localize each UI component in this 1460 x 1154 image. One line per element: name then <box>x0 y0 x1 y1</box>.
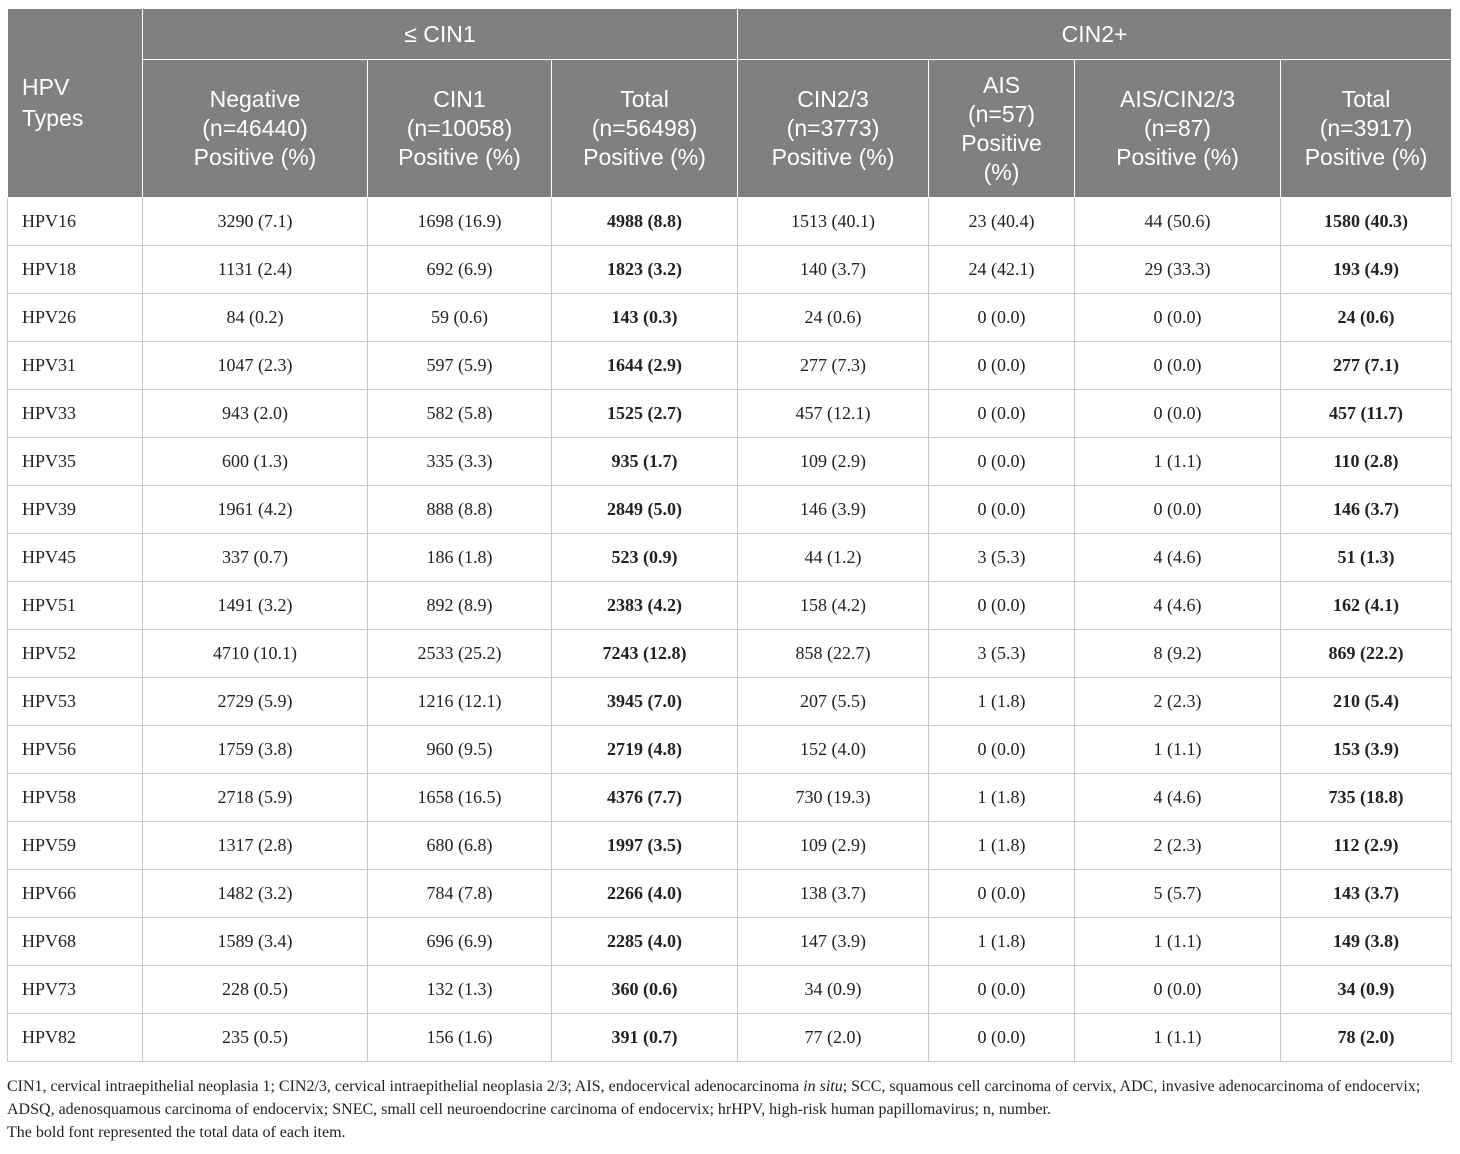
cell-ais-cin23: 1 (1.1) <box>1075 438 1281 486</box>
cell-ais-cin23: 5 (5.7) <box>1075 870 1281 918</box>
cell-total-le-cin1: 3945 (7.0) <box>552 678 738 726</box>
cell-ais: 1 (1.8) <box>929 678 1075 726</box>
cell-negative: 4710 (10.1) <box>143 630 368 678</box>
cell-ais: 0 (0.0) <box>929 294 1075 342</box>
cell-negative: 2729 (5.9) <box>143 678 368 726</box>
cell-ais-cin23: 0 (0.0) <box>1075 294 1281 342</box>
cell-ais-cin23: 4 (4.6) <box>1075 582 1281 630</box>
cell-hpv-type: HPV82 <box>8 1014 143 1062</box>
header-total-le-cin1: Total (n=56498) Positive (%) <box>552 60 738 198</box>
cell-total-le-cin1: 1997 (3.5) <box>552 822 738 870</box>
cell-cin23: 277 (7.3) <box>738 342 929 390</box>
cell-ais: 1 (1.8) <box>929 918 1075 966</box>
cell-hpv-type: HPV31 <box>8 342 143 390</box>
cell-total-cin2plus: 51 (1.3) <box>1281 534 1452 582</box>
cell-total-le-cin1: 2383 (4.2) <box>552 582 738 630</box>
cell-cin1: 1216 (12.1) <box>368 678 552 726</box>
cell-ais-cin23: 4 (4.6) <box>1075 774 1281 822</box>
cell-hpv-type: HPV16 <box>8 198 143 246</box>
cell-ais-cin23: 0 (0.0) <box>1075 486 1281 534</box>
cell-ais: 0 (0.0) <box>929 1014 1075 1062</box>
cell-ais-cin23: 29 (33.3) <box>1075 246 1281 294</box>
cell-negative: 943 (2.0) <box>143 390 368 438</box>
table-row <box>8 774 1452 822</box>
header-negative: Negative (n=46440) Positive (%) <box>143 60 368 198</box>
cell-negative: 84 (0.2) <box>143 294 368 342</box>
cell-cin23: 207 (5.5) <box>738 678 929 726</box>
cell-cin23: 147 (3.9) <box>738 918 929 966</box>
cell-ais-cin23: 2 (2.3) <box>1075 678 1281 726</box>
cell-cin1: 784 (7.8) <box>368 870 552 918</box>
table-row <box>8 870 1452 918</box>
cell-ais: 1 (1.8) <box>929 774 1075 822</box>
cell-hpv-type: HPV45 <box>8 534 143 582</box>
cell-hpv-type: HPV26 <box>8 294 143 342</box>
header-group-cin2plus: CIN2+ <box>738 9 1452 60</box>
table-header <box>8 9 1452 198</box>
table-row <box>8 630 1452 678</box>
cell-negative: 1482 (3.2) <box>143 870 368 918</box>
table-row <box>8 966 1452 1014</box>
table-row <box>8 246 1452 294</box>
cell-total-cin2plus: 146 (3.7) <box>1281 486 1452 534</box>
cell-total-le-cin1: 1525 (2.7) <box>552 390 738 438</box>
cell-cin1: 59 (0.6) <box>368 294 552 342</box>
cell-ais: 24 (42.1) <box>929 246 1075 294</box>
header-cin1: CIN1 (n=10058) Positive (%) <box>368 60 552 198</box>
header-column-row <box>8 60 1452 198</box>
cell-cin1: 2533 (25.2) <box>368 630 552 678</box>
cell-total-le-cin1: 360 (0.6) <box>552 966 738 1014</box>
cell-cin1: 960 (9.5) <box>368 726 552 774</box>
cell-negative: 1491 (3.2) <box>143 582 368 630</box>
table-row <box>8 534 1452 582</box>
cell-total-le-cin1: 7243 (12.8) <box>552 630 738 678</box>
cell-cin23: 44 (1.2) <box>738 534 929 582</box>
cell-negative: 600 (1.3) <box>143 438 368 486</box>
cell-hpv-type: HPV52 <box>8 630 143 678</box>
cell-negative: 1047 (2.3) <box>143 342 368 390</box>
table-row <box>8 918 1452 966</box>
cell-cin1: 680 (6.8) <box>368 822 552 870</box>
cell-ais-cin23: 0 (0.0) <box>1075 342 1281 390</box>
cell-total-le-cin1: 2266 (4.0) <box>552 870 738 918</box>
cell-ais: 0 (0.0) <box>929 966 1075 1014</box>
cell-total-le-cin1: 523 (0.9) <box>552 534 738 582</box>
cell-cin23: 109 (2.9) <box>738 822 929 870</box>
cell-total-le-cin1: 1823 (3.2) <box>552 246 738 294</box>
cell-negative: 2718 (5.9) <box>143 774 368 822</box>
cell-hpv-type: HPV58 <box>8 774 143 822</box>
cell-cin1: 186 (1.8) <box>368 534 552 582</box>
cell-cin1: 696 (6.9) <box>368 918 552 966</box>
cell-negative: 337 (0.7) <box>143 534 368 582</box>
cell-cin23: 24 (0.6) <box>738 294 929 342</box>
cell-negative: 1589 (3.4) <box>143 918 368 966</box>
cell-negative: 1131 (2.4) <box>143 246 368 294</box>
cell-total-cin2plus: 110 (2.8) <box>1281 438 1452 486</box>
cell-ais-cin23: 0 (0.0) <box>1075 390 1281 438</box>
table-row <box>8 726 1452 774</box>
cell-ais-cin23: 1 (1.1) <box>1075 918 1281 966</box>
cell-total-le-cin1: 935 (1.7) <box>552 438 738 486</box>
header-group-row <box>8 9 1452 60</box>
cell-ais: 0 (0.0) <box>929 342 1075 390</box>
cell-cin1: 335 (3.3) <box>368 438 552 486</box>
cell-negative: 1759 (3.8) <box>143 726 368 774</box>
cell-total-le-cin1: 1644 (2.9) <box>552 342 738 390</box>
cell-ais-cin23: 0 (0.0) <box>1075 966 1281 1014</box>
cell-cin1: 1658 (16.5) <box>368 774 552 822</box>
cell-total-cin2plus: 457 (11.7) <box>1281 390 1452 438</box>
cell-hpv-type: HPV18 <box>8 246 143 294</box>
cell-total-le-cin1: 4376 (7.7) <box>552 774 738 822</box>
cell-hpv-type: HPV51 <box>8 582 143 630</box>
cell-hpv-type: HPV73 <box>8 966 143 1014</box>
cell-total-le-cin1: 2285 (4.0) <box>552 918 738 966</box>
cell-negative: 228 (0.5) <box>143 966 368 1014</box>
cell-ais: 0 (0.0) <box>929 438 1075 486</box>
cell-cin23: 152 (4.0) <box>738 726 929 774</box>
cell-cin23: 858 (22.7) <box>738 630 929 678</box>
cell-total-cin2plus: 210 (5.4) <box>1281 678 1452 726</box>
cell-ais: 3 (5.3) <box>929 534 1075 582</box>
cell-negative: 235 (0.5) <box>143 1014 368 1062</box>
abbreviations-note: CIN1, cervical intraepithelial neoplasia 1; CIN2/3, cervical intraepithelial neoplasia 2/3; AIS, endocervical adenocarcinoma in situ; SCC, squamous cell carcinoma of cervix, ADC, invasive adenocarcinoma of endocervix; ADSQ, adenosquamous carcinoma of endocervix; SNEC, small cell neuroendocrine carcinoma of endocervix; hrHPV, high-risk human papillomavirus; n, number. <box>7 1078 1421 1118</box>
bold-font-note: The bold font represented the total data of each item. <box>7 1124 346 1141</box>
cell-ais: 0 (0.0) <box>929 486 1075 534</box>
cell-hpv-type: HPV53 <box>8 678 143 726</box>
cell-hpv-type: HPV59 <box>8 822 143 870</box>
header-ais: AIS (n=57) Positive (%) <box>929 60 1075 198</box>
cell-cin1: 892 (8.9) <box>368 582 552 630</box>
cell-cin1: 132 (1.3) <box>368 966 552 1014</box>
header-hpv-types: HPV Types <box>8 9 143 198</box>
cell-total-cin2plus: 34 (0.9) <box>1281 966 1452 1014</box>
cell-total-cin2plus: 869 (22.2) <box>1281 630 1452 678</box>
cell-cin1: 156 (1.6) <box>368 1014 552 1062</box>
cell-total-cin2plus: 193 (4.9) <box>1281 246 1452 294</box>
cell-total-cin2plus: 153 (3.9) <box>1281 726 1452 774</box>
cell-cin23: 1513 (40.1) <box>738 198 929 246</box>
cell-ais: 0 (0.0) <box>929 582 1075 630</box>
header-ais-cin23: AIS/CIN2/3 (n=87) Positive (%) <box>1075 60 1281 198</box>
hpv-types-table <box>7 8 1452 1062</box>
cell-total-le-cin1: 143 (0.3) <box>552 294 738 342</box>
table-row <box>8 582 1452 630</box>
cell-cin1: 1698 (16.9) <box>368 198 552 246</box>
cell-total-le-cin1: 2849 (5.0) <box>552 486 738 534</box>
cell-cin1: 692 (6.9) <box>368 246 552 294</box>
header-total-cin2plus: Total (n=3917) Positive (%) <box>1281 60 1452 198</box>
header-cin23: CIN2/3 (n=3773) Positive (%) <box>738 60 929 198</box>
cell-negative: 3290 (7.1) <box>143 198 368 246</box>
cell-total-le-cin1: 391 (0.7) <box>552 1014 738 1062</box>
cell-total-cin2plus: 112 (2.9) <box>1281 822 1452 870</box>
header-group-le-cin1: ≤ CIN1 <box>143 9 738 60</box>
table-row <box>8 198 1452 246</box>
cell-ais-cin23: 8 (9.2) <box>1075 630 1281 678</box>
cell-ais: 1 (1.8) <box>929 822 1075 870</box>
cell-cin1: 888 (8.8) <box>368 486 552 534</box>
cell-total-cin2plus: 149 (3.8) <box>1281 918 1452 966</box>
cell-ais: 0 (0.0) <box>929 726 1075 774</box>
cell-ais: 0 (0.0) <box>929 870 1075 918</box>
table-row <box>8 294 1452 342</box>
cell-cin23: 146 (3.9) <box>738 486 929 534</box>
cell-ais-cin23: 1 (1.1) <box>1075 726 1281 774</box>
table-row <box>8 678 1452 726</box>
cell-total-cin2plus: 162 (4.1) <box>1281 582 1452 630</box>
table-row <box>8 1014 1452 1062</box>
cell-cin1: 597 (5.9) <box>368 342 552 390</box>
cell-total-cin2plus: 78 (2.0) <box>1281 1014 1452 1062</box>
cell-cin23: 77 (2.0) <box>738 1014 929 1062</box>
cell-cin23: 730 (19.3) <box>738 774 929 822</box>
table-row <box>8 342 1452 390</box>
table-footnotes <box>7 1075 1453 1144</box>
cell-total-cin2plus: 1580 (40.3) <box>1281 198 1452 246</box>
cell-hpv-type: HPV39 <box>8 486 143 534</box>
cell-total-cin2plus: 24 (0.6) <box>1281 294 1452 342</box>
cell-ais-cin23: 44 (50.6) <box>1075 198 1281 246</box>
table-body <box>8 198 1452 1062</box>
cell-total-cin2plus: 143 (3.7) <box>1281 870 1452 918</box>
cell-hpv-type: HPV35 <box>8 438 143 486</box>
cell-total-le-cin1: 4988 (8.8) <box>552 198 738 246</box>
cell-total-cin2plus: 735 (18.8) <box>1281 774 1452 822</box>
cell-ais-cin23: 4 (4.6) <box>1075 534 1281 582</box>
cell-ais-cin23: 2 (2.3) <box>1075 822 1281 870</box>
cell-ais-cin23: 1 (1.1) <box>1075 1014 1281 1062</box>
table-row <box>8 438 1452 486</box>
cell-hpv-type: HPV66 <box>8 870 143 918</box>
cell-hpv-type: HPV56 <box>8 726 143 774</box>
table-row <box>8 390 1452 438</box>
table-row <box>8 822 1452 870</box>
cell-ais: 23 (40.4) <box>929 198 1075 246</box>
cell-cin23: 158 (4.2) <box>738 582 929 630</box>
cell-negative: 1961 (4.2) <box>143 486 368 534</box>
cell-total-le-cin1: 2719 (4.8) <box>552 726 738 774</box>
cell-ais: 0 (0.0) <box>929 390 1075 438</box>
cell-total-cin2plus: 277 (7.1) <box>1281 342 1452 390</box>
cell-hpv-type: HPV33 <box>8 390 143 438</box>
table-row <box>8 486 1452 534</box>
cell-cin23: 138 (3.7) <box>738 870 929 918</box>
cell-ais: 3 (5.3) <box>929 630 1075 678</box>
cell-cin23: 140 (3.7) <box>738 246 929 294</box>
cell-cin23: 457 (12.1) <box>738 390 929 438</box>
cell-cin23: 34 (0.9) <box>738 966 929 1014</box>
cell-hpv-type: HPV68 <box>8 918 143 966</box>
cell-cin23: 109 (2.9) <box>738 438 929 486</box>
cell-negative: 1317 (2.8) <box>143 822 368 870</box>
cell-cin1: 582 (5.8) <box>368 390 552 438</box>
